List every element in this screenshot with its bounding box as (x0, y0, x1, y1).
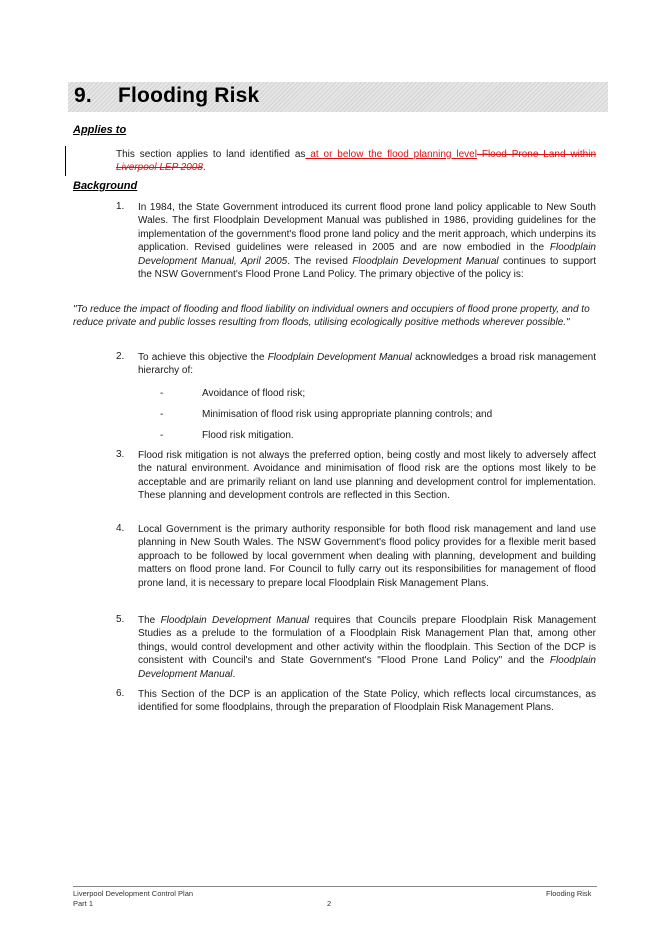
applies-text-start: This section applies to land identified as (116, 149, 306, 160)
item-5-manual-name: Floodplain Development Manual (160, 615, 310, 626)
deleted-text: Flood Prone Land within (476, 149, 597, 160)
inserted-text: at or below the flood planning level (305, 149, 477, 160)
bullet-marker: - (160, 409, 164, 420)
background-item-2 (138, 351, 596, 378)
item-5-text-a: The (138, 615, 161, 626)
item-1-text-a: In 1984, the State Government introduced its current flood prone land policy applicable to New South Wales. The first Floodplain Development Manual was published in 1986, providing guidelines for the implementation of the government's flood prone land policy and the merit approach, which underpins its application. Revised guidelines were released in 2005 and are now embodied in the (138, 202, 596, 254)
section-heading (74, 84, 259, 108)
item-1-manual-name: Floodplain Development Manual (352, 255, 499, 267)
policy-objective-quote: "To reduce the impact of flooding and flood liability on individual owners and occupiers of flood prone property, and to reduce private and public losses resulting from floods, utilising ecologically positive methods wherever possible." (73, 304, 590, 329)
item-2-text-b: acknowledges a broad risk management hierarchy of: (138, 352, 596, 377)
applies-to-label: Applies to (73, 124, 127, 136)
item-5-manual-name-2: Floodplain Development Manual (138, 655, 596, 680)
item-1-manual-title: Floodplain Development Manual, April 2005 (138, 242, 596, 267)
item-1-text-c: continues to support the NSW Government's Flood Prone Land Policy. The primary objective of the policy is: (138, 255, 597, 281)
background-item-1 (138, 201, 596, 281)
bullet-marker: - (160, 430, 164, 441)
item-number: 6. (116, 688, 125, 699)
background-item-4: Local Government is the primary authority responsible for both flood risk management and land use planning in New South Wales. The NSW Government's flood policy provides for a flexible merit based approach to be followed by local government when dealing with planning, development and building matters on flood prone land. For Council to fully carry out its responsibilities for management of flood prone land, it is necessary to prepare local Floodplain Risk Management Plans. (138, 524, 596, 589)
item-number: 3. (116, 449, 125, 460)
bullet-item: Flood risk mitigation. (202, 430, 294, 441)
item-number: 2. (116, 351, 125, 362)
change-bar (65, 146, 66, 176)
deleted-lep-reference: Liverpool LEP 2008 (116, 162, 203, 174)
footer-section-name: Flooding Risk (546, 889, 592, 898)
background-item-5 (138, 614, 596, 681)
item-number: 4. (116, 523, 125, 534)
bullet-item: Avoidance of flood risk; (202, 388, 306, 399)
footer-rule (73, 886, 597, 887)
footer-document-title: Liverpool Development Control Plan (73, 889, 194, 898)
background-item-6: This Section of the DCP is an application of the State Policy, which reflects local circumstances, as identified for some floodplains, through the preparation of Floodplain Risk Management Plans. (138, 689, 596, 714)
item-2-text-a: To achieve this objective the (138, 352, 268, 363)
section-title: Flooding Risk (118, 84, 260, 107)
background-label: Background (73, 180, 138, 192)
applies-to-text (116, 148, 596, 175)
footer-part: Part 1 (73, 899, 94, 908)
section-number: 9. (74, 84, 92, 107)
item-2-manual-name: Floodplain Development Manual (267, 352, 412, 363)
item-5-text-b: requires that Councils prepare Floodplain Risk Management Studies as a prelude to the formulation of a Floodplain Risk Management Plan that, among other things, would control development and other activity within the floodplain. This Section of the DCP is consistent with Council's and State Government's "Flood Prone Land Policy" and the (138, 615, 597, 667)
item-1-text-b: . The revised (287, 255, 353, 267)
item-number: 5. (116, 614, 125, 625)
item-5-text-c: . (232, 668, 236, 680)
background-item-3: Flood risk mitigation is not always the preferred option, being costly and most likely to adversely affect the natural environment. Avoidance and minimisation of flood risk are the options most likely to be acceptable and are primarily reliant on land use planning and development control for implementation. These planning and development controls are reflected in this Section. (138, 450, 596, 502)
applies-text-end: . (202, 162, 206, 174)
item-number: 1. (116, 201, 125, 212)
bullet-marker: - (160, 388, 164, 399)
bullet-item: Minimisation of flood risk using appropriate planning controls; and (202, 409, 493, 420)
footer-page-number: 2 (327, 899, 332, 908)
